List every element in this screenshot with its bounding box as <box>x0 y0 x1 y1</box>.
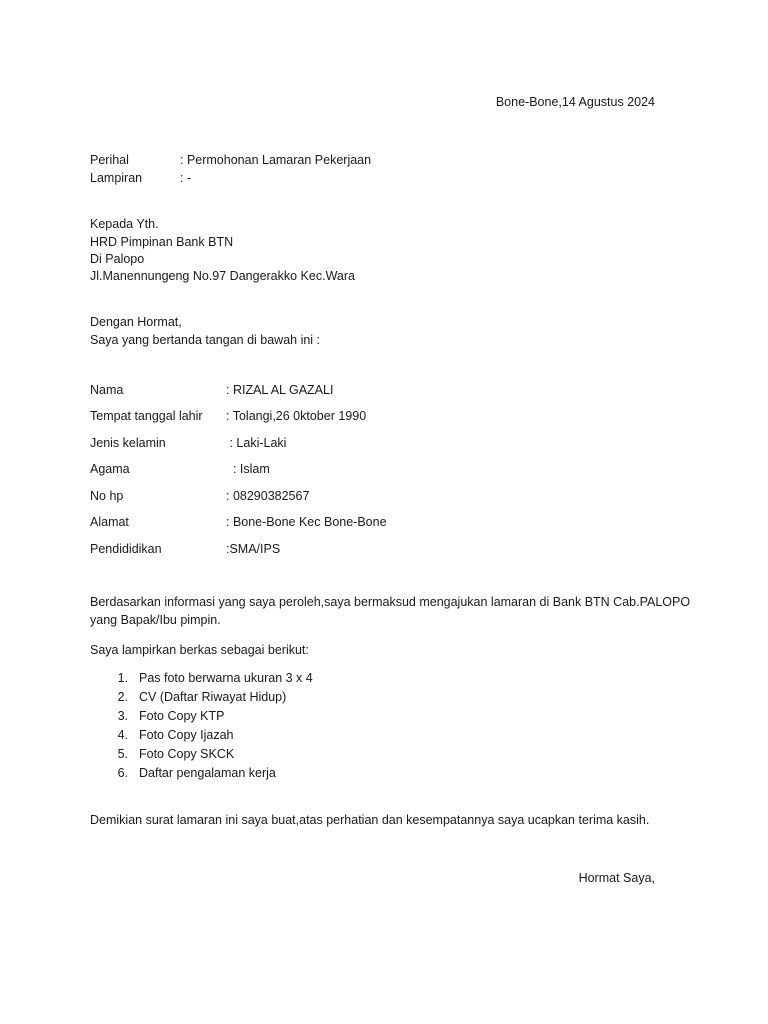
field-label-phone: No hp <box>90 489 124 503</box>
field-value-gender: : Laki-Laki <box>226 436 287 450</box>
field-value-birth: : Tolangi,26 0ktober 1990 <box>226 409 367 423</box>
recipient-line: Jl.Manennungeng No.97 Dangerakko Kec.Wara <box>90 269 355 283</box>
body-paragraph-line: yang Bapak/Ibu pimpin. <box>90 613 221 627</box>
recipient-line: HRD Pimpinan Bank BTN <box>90 235 234 249</box>
attachment-label: Lampiran <box>90 171 143 185</box>
field-label-gender: Jenis kelamin <box>90 436 166 450</box>
body-paragraph-line: Berdasarkan informasi yang saya peroleh,saya bermaksud mengajukan lamaran di Bank BTN Cab.PALOPO <box>90 595 691 609</box>
list-item: Pas foto berwarna ukuran 3 x 4 <box>139 671 313 685</box>
field-label-address: Alamat <box>90 515 129 529</box>
list-item-number: 5. <box>117 747 128 761</box>
recipient-line: Di Palopo <box>90 252 145 266</box>
field-value-phone: : 08290382567 <box>226 489 310 503</box>
list-item-number: 4. <box>117 728 128 742</box>
field-value-name: : RIZAL AL GAZALI <box>226 383 334 397</box>
subject-label: Perihal <box>90 153 129 167</box>
list-item: Foto Copy SKCK <box>139 747 235 761</box>
intro-line: Saya yang bertanda tangan di bawah ini : <box>90 333 321 347</box>
list-item: Foto Copy Ijazah <box>139 728 234 742</box>
list-item-number: 6. <box>117 766 128 780</box>
field-value-religion: : Islam <box>226 462 270 476</box>
greeting: Dengan Hormat, <box>90 315 182 329</box>
attachment-value: : - <box>180 171 192 185</box>
list-item: CV (Daftar Riwayat Hidup) <box>139 690 287 704</box>
field-label-religion: Agama <box>90 462 130 476</box>
list-item-number: 1. <box>117 671 128 685</box>
field-value-address: : Bone-Bone Kec Bone-Bone <box>226 515 387 529</box>
list-item: Daftar pengalaman kerja <box>139 766 276 780</box>
field-value-education: :SMA/IPS <box>226 542 281 556</box>
attachments-intro: Saya lampirkan berkas sebagai berikut: <box>90 643 309 657</box>
list-item-number: 3. <box>117 709 128 723</box>
recipient-line: Kepada Yth. <box>90 217 159 231</box>
subject-value: : Permohonan Lamaran Pekerjaan <box>180 153 372 167</box>
list-item-number: 2. <box>117 690 128 704</box>
field-label-education: Pendididikan <box>90 542 162 556</box>
list-item: Foto Copy KTP <box>139 709 225 723</box>
letter-date: Bone-Bone,14 Agustus 2024 <box>495 95 655 109</box>
field-label-name: Nama <box>90 383 124 397</box>
closing-paragraph: Demikian surat lamaran ini saya buat,atas perhatian dan kesempatannya saya ucapkan terima kasih. <box>90 813 650 827</box>
field-label-birth: Tempat tanggal lahir <box>90 409 203 423</box>
signoff: Hormat Saya, <box>578 871 655 885</box>
